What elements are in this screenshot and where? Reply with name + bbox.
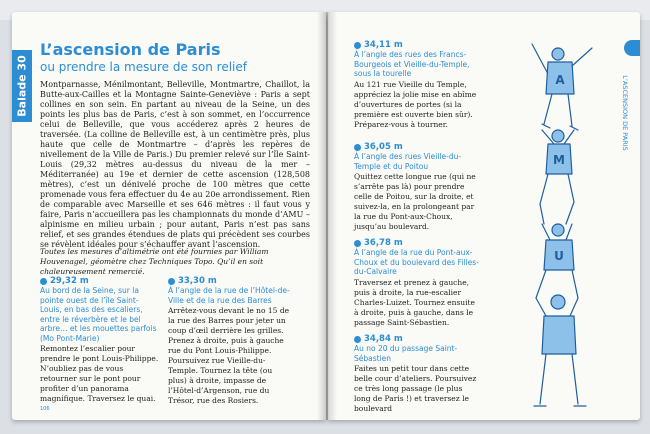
pin-icon <box>354 336 361 343</box>
chapter-tab-label: Balade 30 <box>15 55 29 117</box>
stop-location: Au no 20 du passage Saint-Sébastien <box>354 344 458 363</box>
stop-location: À l’angle des rues Vieille-du-Temple et du Poitou <box>354 152 462 171</box>
chapter-tab <box>12 50 32 122</box>
stop-directions: Arrêtez-vous devant le no 15 de la rue des Barres pour jeter un coup d’œil derrière les grilles. Prenez à droite, puis à gauche rue du Pont Louis-Philippe. Poursuivez rue Vieille-du-Temple. Tournez la tête (ou plus) à droite, impasse de l’Hôtel-d’Argenson, rue du Trésor, rue des Rosiers. <box>168 306 290 405</box>
stop-altitude: 36,78 m <box>354 238 480 248</box>
stop-5 <box>354 238 480 328</box>
stop-directions: Remontez l’escalier pour prendre le pont Louis-Philippe. N’oubliez pas de vous retourner sur le pont pour profiter d’un panorama magnifique. Traversez le quai. <box>40 344 159 403</box>
stop-4 <box>354 142 480 232</box>
climber-bottom <box>534 295 586 406</box>
running-title: L’ASCENSION DE PARIS <box>621 75 629 151</box>
stop-altitude: 34,84 m <box>354 334 480 344</box>
chapter-tab-marker <box>624 40 640 56</box>
climber-middle <box>540 130 574 224</box>
climber-top <box>532 44 592 130</box>
stop-location: À l’angle de la rue de l’Hôtel-de-Ville et de la rue des Barres <box>168 286 290 305</box>
climbers-illustration <box>514 34 614 418</box>
shirt-letter: U <box>554 249 564 263</box>
stop-altitude: 36,05 m <box>354 142 480 152</box>
stop-altitude: 33,30 m <box>168 276 292 286</box>
stop-3 <box>354 40 480 130</box>
open-book <box>12 12 640 424</box>
stop-directions: Au 121 rue Vieille du Temple, appréciez la jolie mise en abîme d’ouvertures de portes (si la première est ouverte bien sûr). Préparez-vous à tourner. <box>354 79 477 129</box>
left-page <box>12 12 326 420</box>
stop-directions: Quittez cette longue rue (qui ne s’arrête pas là) pour prendre celle de Poitou, sur la droite, et suivez-la, en la prolongeant par la rue du Pont-aux-Choux, jusqu’au boulevard. <box>354 172 476 231</box>
pin-icon <box>354 144 361 151</box>
shirt-letter: M <box>553 153 565 167</box>
intro-paragraph: Montparnasse, Ménilmontant, Belleville, Montmartre, Chaillot, la Butte-aux-Cailles et la Montagne Sainte-Geneviève : Paris a sept collines en son sein. En partant au niveau de la Seine, un des points les plus bas de Paris, c’est à son sommet, en l’occurrence celui de Belleville, que vous accéderez après 2 heures de traversée. (La colline de Belleville est, à un centimètre près, plus haute que celle de Montmartre – d’après les repères de nivellement de la Ville de Paris.) Du premier relevé sur l’île Saint-Louis (29,32 mètres au-dessus du niveau de la mer – Méditerranée) au 19e et dernier de cette ascension (128,508 mètres), c’est un dénivelé proche de 100 mètres que cette promenade vous fera effectuer du 4e au 20e arrondissement. Rien de comparable avec Marseille et ses 646 mètres : il faut vous y faire, Paris n’accueillera pas les championnats du monde d’AMU – alpinisme en milieu urbain ; pour autant, Paris n’est pas sans relief, et ses grandes étendues de plats qui précèdent ses courbes se révèlent idéales pour s’échauffer avant l’ascension. <box>40 80 310 249</box>
book-gutter <box>317 12 337 420</box>
shirt-letter: A <box>555 73 565 87</box>
pin-icon <box>168 278 175 285</box>
pin-icon <box>354 240 361 247</box>
stop-altitude: 34,11 m <box>354 40 480 50</box>
credits-note: Toutes les mesures d’altimétrie ont été fournies par William Houvenagel, géomètre chez Techniques Topo. Qu’il en soit chaleureusement remercié. <box>40 247 269 276</box>
stop-location: Au bord de la Seine, sur la pointe ouest de l’île Saint-Louis, en bas des escaliers, entre le réverbère et le bel arbre… et les mouettes parfois (Mo Pont-Marie) <box>40 286 157 343</box>
stop-directions: Traversez et prenez à gauche, puis à droite, la rue-escalier Charles-Luizet. Tournez ensuite à droite, puis à gauche, dans le passage Saint-Sébastien. <box>354 277 475 327</box>
stop-altitude: 29,32 m <box>40 276 160 286</box>
page-subtitle: ou prendre la mesure de son relief <box>40 60 247 74</box>
right-page <box>328 12 640 420</box>
pin-icon <box>354 42 361 49</box>
stop-location: À l’angle de la rue du Pont-aux-Choux et du boulevard des Filles-du-Calvaire <box>354 248 479 276</box>
stop-6 <box>354 334 480 414</box>
page-number: 106 <box>40 406 50 412</box>
stop-directions: Faites un petit tour dans cette belle cour d’ateliers. Poursuivez ce très long passage (le plus long de Paris !) et traversez le boulevard <box>354 364 477 413</box>
stop-location: À l’angle des rues des Francs-Bourgeois et Vieille-du-Temple, sous la tourelle <box>354 50 470 78</box>
page-title: L’ascension de Paris <box>40 40 221 59</box>
stop-1 <box>40 276 160 404</box>
stop-2 <box>168 276 292 406</box>
pin-icon <box>40 278 47 285</box>
